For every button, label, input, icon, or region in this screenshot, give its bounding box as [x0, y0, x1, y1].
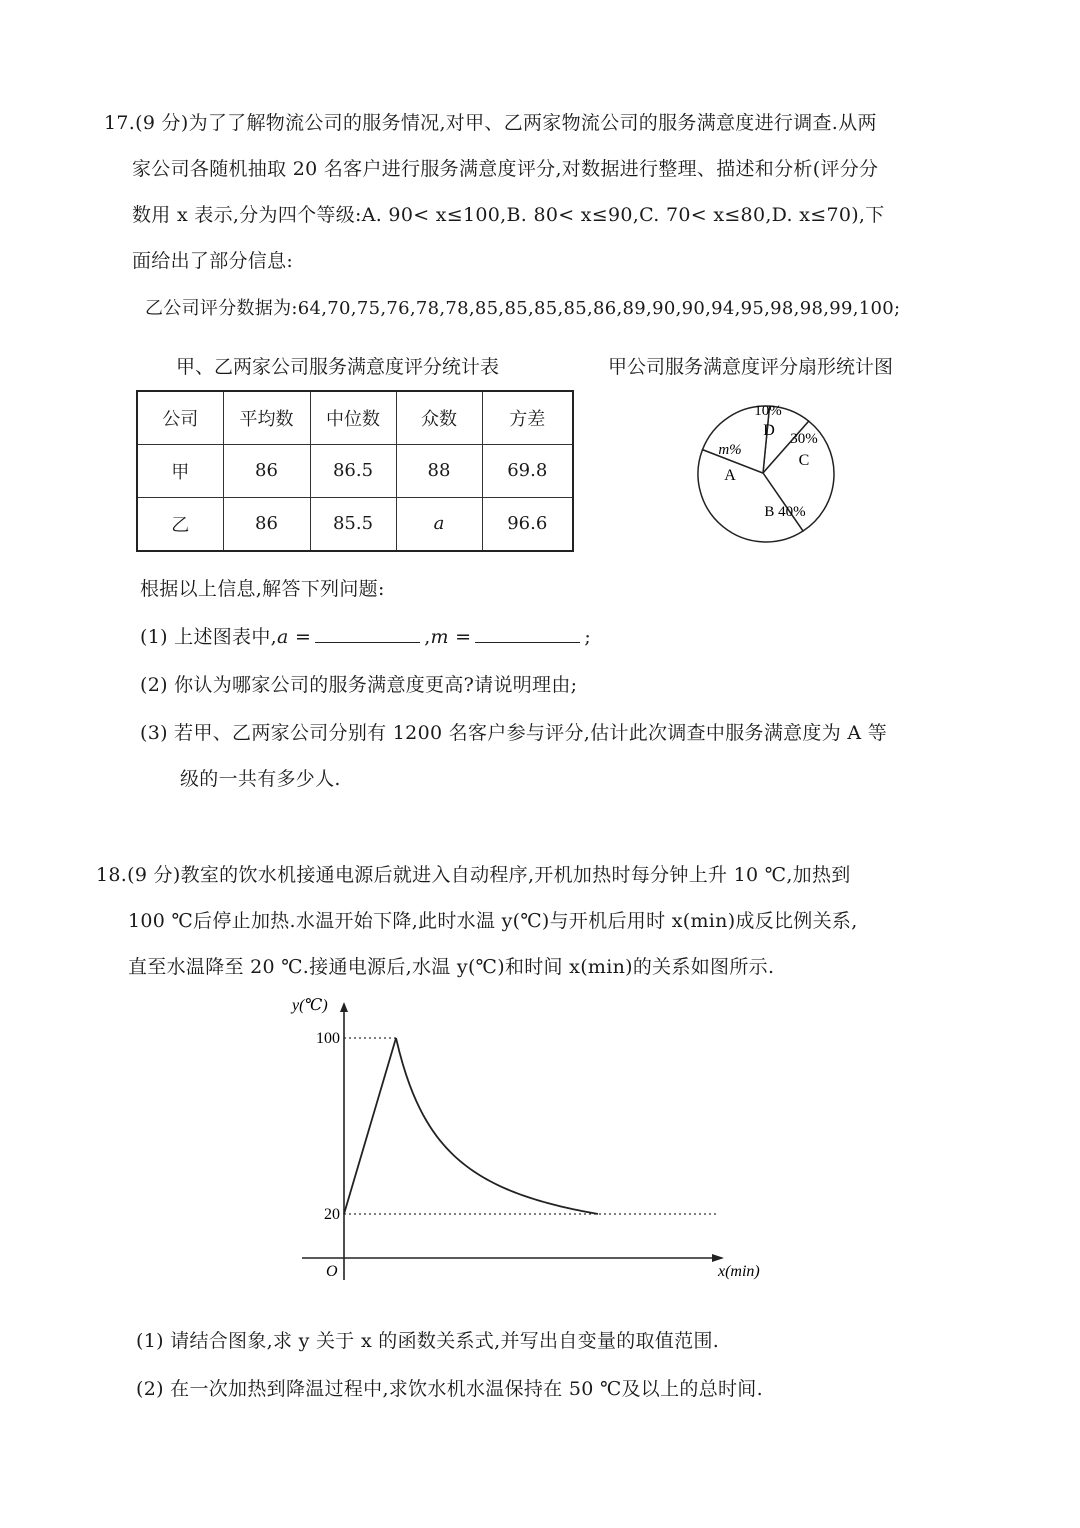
table-header-cell: 平均数	[223, 391, 310, 445]
table-cell: 88	[396, 445, 482, 498]
x-axis-arrow	[712, 1254, 724, 1262]
q17-sub-3-line-2: 级的一共有多少人.	[180, 768, 341, 790]
pie-value-label-D: 10%	[754, 403, 782, 419]
q17-line-4: 面给出了部分信息:	[132, 250, 294, 272]
table-cell: 85.5	[310, 497, 396, 551]
q17-line-1: 17.(9 分)为了了解物流公司的服务情况,对甲、乙两家物流公司的服务满意度进行调查.从两	[104, 112, 877, 134]
pie-caption: 甲公司服务满意度评分扇形统计图	[608, 356, 894, 378]
table-row	[137, 497, 573, 551]
q17-yi-data: 乙公司评分数据为:64,70,75,76,78,78,85,85,85,85,86,89,90,90,94,95,98,98,99,100;	[145, 298, 901, 319]
x-axis-label: x(min)	[718, 1263, 760, 1280]
sub1-a-label: a =	[277, 626, 312, 648]
table-header-cell: 众数	[396, 391, 482, 445]
answer-blank-m	[475, 624, 580, 643]
table-cell: 甲	[137, 445, 223, 498]
sub1-prefix: (1) 上述图表中,	[140, 626, 277, 648]
q18-sub-1: (1) 请结合图象,求 y 关于 x 的函数关系式,并写出自变量的取值范围.	[136, 1330, 720, 1352]
table-header-cell: 中位数	[310, 391, 396, 445]
q17-prompt: 根据以上信息,解答下列问题:	[140, 578, 385, 600]
table-cell: 86	[223, 445, 310, 498]
pie-label-B: B 40%	[764, 504, 806, 520]
q17-line-2: 家公司各随机抽取 20 名客户进行服务满意度评分,对数据进行整理、描述和分析(评分分	[132, 158, 879, 180]
q18-line-2: 100 ℃后停止加热.水温开始下降,此时水温 y(℃)与开机后用时 x(min)成反比例关系,	[128, 910, 858, 932]
stats-table	[136, 390, 574, 552]
q17-line-3: 数用 x 表示,分为四个等级:A. 90< x≤100,B. 80< x≤90,C. 70< x≤80,D. x≤70),下	[132, 204, 885, 226]
sub1-sep: ,	[424, 626, 431, 648]
q18-line-1: 18.(9 分)教室的饮水机接通电源后就进入自动程序,开机加热时每分钟上升 10 ℃,加热到	[96, 864, 851, 886]
heating-segment	[344, 1038, 396, 1214]
q18-line-3: 直至水温降至 20 ℃.接通电源后,水温 y(℃)和时间 x(min)的关系如图所示.	[128, 956, 775, 978]
temperature-graph	[280, 990, 780, 1300]
pie-chart	[690, 388, 840, 558]
table-header-cell: 公司	[137, 391, 223, 445]
q18-sub-2: (2) 在一次加热到降温过程中,求饮水机水温保持在 50 ℃及以上的总时间.	[136, 1378, 763, 1400]
q17-sub-3-line-1: (3) 若甲、乙两家公司分别有 1200 名客户参与评分,估计此次调查中服务满意度为 A 等	[140, 722, 888, 744]
pie-category-label-D: D	[763, 422, 775, 439]
y-axis-label: y(℃)	[292, 997, 328, 1014]
table-cell: 96.6	[482, 497, 573, 551]
cooling-curve	[396, 1038, 598, 1214]
table-cell: 86	[223, 497, 310, 551]
answer-blank-a	[315, 624, 420, 643]
origin-label: O	[326, 1263, 338, 1280]
table-row	[137, 445, 573, 498]
table-cell: 69.8	[482, 445, 573, 498]
q17-sub-1	[140, 622, 591, 649]
pie-value-label-C: 30%	[790, 431, 818, 447]
pie-category-label-A: A	[724, 467, 736, 484]
q17-sub-2: (2) 你认为哪家公司的服务满意度更高?请说明理由;	[140, 674, 578, 696]
y-tick-label-100: 100	[316, 1030, 340, 1047]
table-caption: 甲、乙两家公司服务满意度评分统计表	[176, 356, 500, 378]
table-cell: a	[396, 497, 482, 551]
y-tick-label-20: 20	[324, 1206, 340, 1223]
table-header-cell: 方差	[482, 391, 573, 445]
table-header-row	[137, 391, 573, 445]
pie-category-label-C: C	[798, 452, 810, 469]
y-axis-arrow	[340, 1002, 348, 1012]
table-cell: 乙	[137, 497, 223, 551]
sub1-m-label: m =	[430, 626, 472, 648]
table-cell: 86.5	[310, 445, 396, 498]
pie-value-label-A: m%	[718, 442, 742, 458]
sub1-end: ;	[584, 626, 592, 648]
